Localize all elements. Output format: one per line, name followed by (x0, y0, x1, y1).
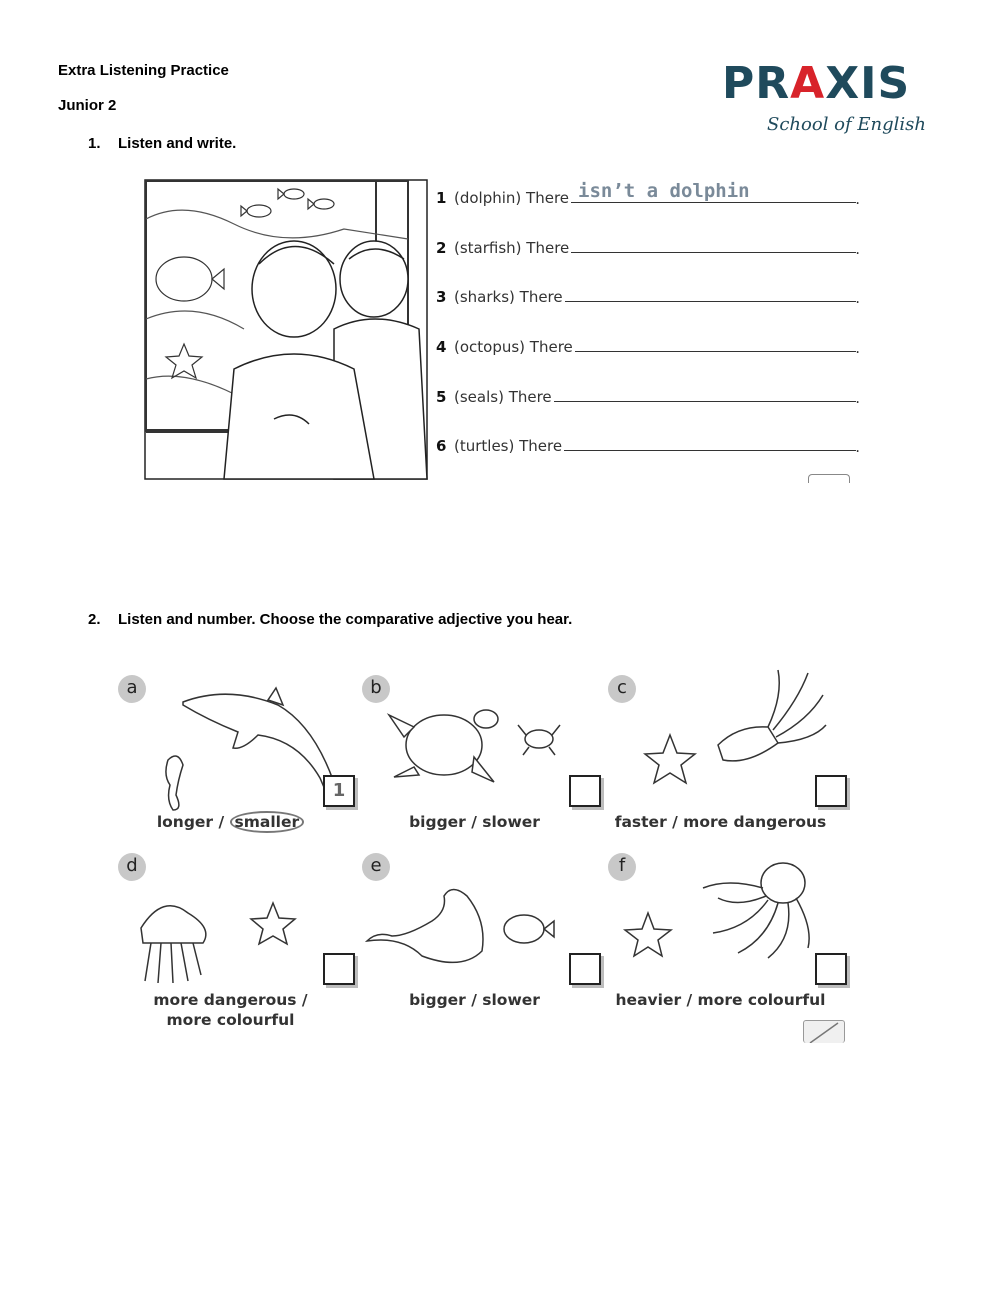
seal-fish-picture (362, 881, 562, 976)
number-box[interactable] (569, 775, 601, 807)
circled-answer: smaller (230, 811, 305, 833)
worksheet-title: Extra Listening Practice (58, 62, 229, 79)
number-box[interactable] (815, 953, 847, 985)
exercise1-item: 1 (dolphin) There isn’t a dolphin . (436, 180, 860, 208)
exercise2-cell-c (608, 675, 853, 855)
dolphin-seahorse-picture (148, 680, 348, 820)
exercise1-item: 3 (sharks) There . (436, 288, 860, 308)
letter-badge: d (118, 853, 146, 881)
exercise2-cell-b (362, 675, 607, 855)
exercise1-item: 5 (seals) There . (436, 387, 860, 407)
worksheet-level: Junior 2 (58, 97, 117, 114)
cell-caption: heavier / more colourful (615, 991, 826, 1009)
score-box (803, 1020, 845, 1043)
exercise1-item: 4 (octopus) There . (436, 338, 860, 358)
number-box[interactable] (815, 775, 847, 807)
letter-badge: b (362, 675, 390, 703)
logo-tagline: School of English (767, 114, 926, 135)
score-slash-icon (804, 1021, 844, 1043)
aquarium-illustration (144, 179, 428, 480)
turtle-crab-picture (374, 697, 574, 797)
letter-badge: c (608, 675, 636, 703)
number-box[interactable] (569, 953, 601, 985)
number-box[interactable] (323, 953, 355, 985)
number-box[interactable]: 1 (323, 775, 355, 807)
score-box (808, 474, 850, 483)
letter-badge: f (608, 853, 636, 881)
exercise2-cell-e (362, 853, 607, 1033)
example-answer: isn’t a dolphin (578, 180, 750, 202)
exercise1-item: 6 (turtles) There . (436, 437, 860, 457)
exercise2-cell-f (608, 853, 853, 1033)
starfish-octopus-picture (618, 858, 818, 978)
cell-caption: bigger / slower (409, 991, 540, 1009)
cell-caption: faster / more dangerous (614, 813, 827, 831)
logo-wordmark: PRAXIS (722, 58, 911, 109)
exercise2-cell-d (118, 853, 363, 1033)
cell-caption: longer / smaller (118, 812, 343, 832)
cell-caption: bigger / slower (409, 813, 540, 831)
exercise1-heading: 1. Listen and write. (88, 135, 237, 152)
exercise1-item: 2 (starfish) There . (436, 238, 860, 258)
letter-badge: a (118, 675, 146, 703)
cell-caption: more dangerous / more colourful (153, 991, 308, 1029)
praxis-logo (722, 58, 932, 144)
exercise1-items (436, 180, 866, 478)
exercise2-cell-a (118, 675, 363, 855)
starfish-squid-picture (628, 665, 828, 795)
letter-badge: e (362, 853, 390, 881)
exercise2-heading: 2. Listen and number. Choose the comparative adjective you hear. (88, 611, 573, 628)
jellyfish-starfish-picture (133, 893, 333, 988)
